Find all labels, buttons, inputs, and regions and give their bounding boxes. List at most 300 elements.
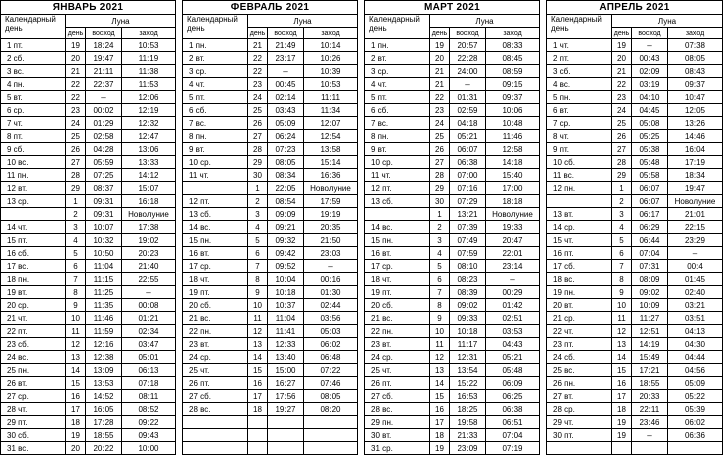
moon-day-cell: 26 [248, 117, 268, 130]
moonset-cell: 05:03 [304, 325, 358, 338]
moonset-cell [304, 442, 358, 455]
moon-day-cell: 18 [248, 403, 268, 416]
date-cell [183, 429, 248, 442]
date-cell: 11 пн. [1, 169, 66, 182]
moonrise-cell: 05:25 [632, 130, 668, 143]
table-row [183, 442, 358, 455]
moonrise-cell: 08:34 [268, 169, 304, 182]
moonrise-cell: 19:58 [450, 416, 486, 429]
moonset-cell [668, 442, 723, 455]
moon-day-cell: 20 [612, 52, 632, 65]
moonrise-cell: 09:21 [268, 221, 304, 234]
moonset-cell: 10:48 [486, 117, 540, 130]
table-row [547, 312, 723, 325]
table-row [547, 403, 723, 416]
date-cell: 21 вс. [183, 312, 248, 325]
date-cell: 19 пн. [547, 286, 612, 299]
moon-day-cell [612, 442, 632, 455]
date-cell: 14 вс. [365, 221, 430, 234]
date-cell: 25 чт. [183, 364, 248, 377]
table-row [365, 273, 540, 286]
table-row [183, 221, 358, 234]
moon-day-cell: 7 [248, 260, 268, 273]
date-cell: 4 пн. [1, 78, 66, 91]
moonset-cell: 14:12 [122, 169, 176, 182]
moonrise-cell: 08:37 [86, 182, 122, 195]
moonrise-cell: 13:09 [86, 364, 122, 377]
moonset-cell: 12:47 [122, 130, 176, 143]
table-row [183, 273, 358, 286]
moonrise-cell: 06:07 [632, 195, 668, 208]
table-row [183, 390, 358, 403]
date-cell: 26 пн. [547, 377, 612, 390]
moon-day-cell: 23 [248, 78, 268, 91]
moonrise-cell: 05:08 [632, 117, 668, 130]
table-row [365, 299, 540, 312]
calendar-day-header-line1: Календарный [5, 15, 56, 24]
moonrise-cell: 17:56 [268, 390, 304, 403]
moon-day-cell: 14 [612, 351, 632, 364]
date-cell: 29 чт. [547, 416, 612, 429]
moon-day-cell: 26 [612, 130, 632, 143]
moon-day-cell: 28 [612, 156, 632, 169]
moon-day-cell: 14 [66, 364, 86, 377]
moonset-cell: 04:13 [668, 325, 723, 338]
date-cell [547, 442, 612, 455]
moon-day-cell: 3 [248, 208, 268, 221]
moonrise-cell: 16:53 [450, 390, 486, 403]
moon-table [546, 0, 723, 455]
moon-day-cell: 4 [430, 247, 450, 260]
moonset-cell: 07:22 [304, 364, 358, 377]
moon-day-cell: 17 [612, 390, 632, 403]
moon-day-cell: 8 [612, 273, 632, 286]
moon-day-cell: 10 [430, 325, 450, 338]
moonset-cell: 06:02 [304, 338, 358, 351]
moonrise-cell: 11:04 [86, 260, 122, 273]
moonrise-cell: 21:33 [450, 429, 486, 442]
moon-day-cell: 21 [430, 65, 450, 78]
moonrise-cell: 15:49 [632, 351, 668, 364]
moonrise-cell: 11:17 [450, 338, 486, 351]
table-row [547, 91, 723, 104]
moon-day-cell: 5 [430, 260, 450, 273]
moonrise-cell: 21:11 [86, 65, 122, 78]
table-row [547, 78, 723, 91]
date-cell: 16 вт. [365, 247, 430, 260]
moonset-cell: 11:11 [304, 91, 358, 104]
moonrise-cell: 17:28 [86, 416, 122, 429]
date-cell: 20 вт. [547, 299, 612, 312]
moon-day-cell: 22 [248, 52, 268, 65]
table-row [1, 104, 176, 117]
moonrise-cell: 10:18 [450, 325, 486, 338]
table-row [183, 169, 358, 182]
month-title: ЯНВАРЬ 2021 [1, 1, 176, 15]
moon-day-cell: 26 [430, 143, 450, 156]
moonrise-cell: – [450, 78, 486, 91]
moonrise-cell: 08:54 [268, 195, 304, 208]
calendar-day-header [547, 15, 612, 39]
table-row [183, 260, 358, 273]
date-cell: 8 пн. [365, 130, 430, 143]
moonrise-cell: 10:04 [268, 273, 304, 286]
date-cell: 5 пт. [183, 91, 248, 104]
calendar-day-header [365, 15, 430, 39]
moon-day-cell: 24 [612, 104, 632, 117]
date-cell: 10 ср. [365, 156, 430, 169]
moon-day-cell: 10 [612, 299, 632, 312]
date-cell: 27 вт. [547, 390, 612, 403]
moonrise-cell: 05:48 [632, 156, 668, 169]
moon-day-cell: 7 [66, 273, 86, 286]
moonset-cell: 20:23 [122, 247, 176, 260]
moonset-cell: 08:05 [668, 52, 723, 65]
date-cell: 16 сб. [1, 247, 66, 260]
moon-day-cell: 19 [430, 39, 450, 52]
date-cell: 15 пн. [365, 234, 430, 247]
moonset-cell: 09:37 [486, 91, 540, 104]
table-row [183, 130, 358, 143]
table-row [547, 338, 723, 351]
moon-day-cell: 18 [430, 429, 450, 442]
calendar-day-header-line1: Календарный [187, 15, 238, 24]
moonset-cell: 21:01 [668, 208, 723, 221]
moon-day-cell: 19 [612, 429, 632, 442]
table-row [1, 364, 176, 377]
moonset-header: заход [304, 28, 358, 39]
moon-day-cell: 28 [66, 169, 86, 182]
moonrise-cell: 06:07 [450, 143, 486, 156]
moon-day-cell: 19 [612, 416, 632, 429]
date-cell: 5 пн. [547, 91, 612, 104]
moon-day-cell: 12 [248, 325, 268, 338]
table-row [1, 195, 176, 208]
moon-day-header: день [430, 28, 450, 39]
moonset-cell: 11:19 [122, 52, 176, 65]
date-cell: 12 пт. [183, 195, 248, 208]
calendar-day-header [183, 15, 248, 39]
moon-day-cell: 19 [66, 429, 86, 442]
moon-day-cell: 15 [430, 390, 450, 403]
moonset-cell: 08:52 [122, 403, 176, 416]
moon-day-cell: 14 [430, 377, 450, 390]
moonrise-cell: 02:14 [268, 91, 304, 104]
moon-day-cell: 13 [248, 338, 268, 351]
moonset-cell: 22:55 [122, 273, 176, 286]
table-row [365, 39, 540, 52]
moonset-cell: 10:53 [304, 78, 358, 91]
moonrise-cell: 04:10 [632, 91, 668, 104]
table-row [1, 91, 176, 104]
table-row [365, 338, 540, 351]
moonrise-cell: 08:39 [450, 286, 486, 299]
moonset-cell: 09:22 [122, 416, 176, 429]
moon-day-cell: 19 [612, 39, 632, 52]
moonrise-cell: 22:37 [86, 78, 122, 91]
moonset-cell: 08:05 [304, 390, 358, 403]
moon-day-cell [248, 429, 268, 442]
moon-day-cell: 3 [66, 221, 86, 234]
moon-day-header: день [612, 28, 632, 39]
moonrise-cell: 05:58 [632, 169, 668, 182]
table-row [365, 247, 540, 260]
date-cell [183, 442, 248, 455]
moonrise-cell: 07:23 [268, 143, 304, 156]
moonset-cell: 18:18 [486, 195, 540, 208]
moonset-cell: 16:36 [304, 169, 358, 182]
moonset-header: заход [122, 28, 176, 39]
moon-day-cell: 6 [248, 247, 268, 260]
table-row [365, 104, 540, 117]
date-cell: 19 вт. [1, 286, 66, 299]
date-cell: 30 пт. [547, 429, 612, 442]
moon-day-cell: 3 [430, 234, 450, 247]
moonset-cell: 05:22 [668, 390, 723, 403]
moonrise-cell: 18:55 [632, 377, 668, 390]
date-cell: 21 ср. [547, 312, 612, 325]
moonset-cell: 17:19 [668, 156, 723, 169]
table-row [183, 39, 358, 52]
date-cell: 3 сб. [547, 65, 612, 78]
table-row [547, 169, 723, 182]
moonset-cell: 10:26 [304, 52, 358, 65]
date-cell: 21 вс. [365, 312, 430, 325]
moon-day-cell: 26 [66, 143, 86, 156]
moonrise-cell: 19:47 [86, 52, 122, 65]
date-cell: 27 сб. [183, 390, 248, 403]
month-title: АПРЕЛЬ 2021 [547, 1, 723, 15]
table-row [1, 143, 176, 156]
table-row [547, 429, 723, 442]
moonset-cell: 14:46 [668, 130, 723, 143]
moonrise-cell: 18:24 [86, 39, 122, 52]
table-row [183, 208, 358, 221]
date-cell: 3 ср. [183, 65, 248, 78]
table-row [183, 65, 358, 78]
moonset-cell: 05:21 [486, 351, 540, 364]
moonrise-cell: 11:27 [632, 312, 668, 325]
moon-day-cell: 11 [66, 325, 86, 338]
moonset-cell: 12:07 [304, 117, 358, 130]
moon-day-cell: 1 [430, 208, 450, 221]
moon-day-cell: 9 [612, 286, 632, 299]
date-cell: 11 чт. [365, 169, 430, 182]
date-cell: 4 чт. [365, 78, 430, 91]
date-cell: 29 пт. [1, 416, 66, 429]
moon-day-cell: 20 [430, 52, 450, 65]
moonset-cell: 20:47 [486, 234, 540, 247]
moon-header: Луна [430, 15, 540, 28]
table-row [547, 260, 723, 273]
date-cell: 17 сб. [547, 260, 612, 273]
moon-day-cell: 5 [248, 234, 268, 247]
date-cell: 23 вт. [365, 338, 430, 351]
moonset-cell: 11:34 [304, 104, 358, 117]
moon-day-cell: 10 [66, 312, 86, 325]
moon-day-cell: 22 [66, 78, 86, 91]
table-row [1, 208, 176, 221]
table-row [365, 286, 540, 299]
moonset-cell: 21:50 [304, 234, 358, 247]
moonset-cell: 13:33 [122, 156, 176, 169]
moonset-cell: 12:19 [122, 104, 176, 117]
moonrise-cell: 03:43 [268, 104, 304, 117]
moonset-cell: Новолуние [486, 208, 540, 221]
date-cell: 5 вт. [1, 91, 66, 104]
moon-day-cell: 25 [248, 104, 268, 117]
table-row [365, 169, 540, 182]
calendar-day-header-line1: Календарный [369, 15, 420, 24]
moonrise-cell: 15:00 [268, 364, 304, 377]
date-cell: 13 ср. [1, 195, 66, 208]
month-table-april [546, 0, 723, 440]
moon-day-cell: 21 [66, 65, 86, 78]
date-cell: 31 ср. [365, 442, 430, 455]
moonset-cell: 21:40 [122, 260, 176, 273]
moonset-cell: 02:44 [304, 299, 358, 312]
moon-day-cell: 28 [430, 169, 450, 182]
moon-day-cell: 27 [66, 156, 86, 169]
moonrise-cell: 05:59 [86, 156, 122, 169]
date-cell: 25 чт. [365, 364, 430, 377]
date-cell: 25 вс. [547, 364, 612, 377]
moonset-cell: 13:26 [668, 117, 723, 130]
moonrise-header: восход [632, 28, 668, 39]
moon-day-cell: 4 [248, 221, 268, 234]
moon-day-cell: 2 [612, 195, 632, 208]
moonrise-cell: 07:00 [450, 169, 486, 182]
table-row [1, 260, 176, 273]
table-row [365, 377, 540, 390]
table-row [365, 91, 540, 104]
table-row [1, 78, 176, 91]
moon-day-cell: 21 [248, 39, 268, 52]
moonset-cell: 02:40 [668, 286, 723, 299]
moonset-cell: 08:45 [486, 52, 540, 65]
moonrise-cell: 08:23 [450, 273, 486, 286]
moon-day-cell: 4 [612, 221, 632, 234]
moonrise-cell: 24:00 [450, 65, 486, 78]
moonrise-cell: 06:38 [450, 156, 486, 169]
table-row [365, 312, 540, 325]
moonrise-cell: 07:25 [86, 169, 122, 182]
moon-day-cell: 15 [248, 364, 268, 377]
moonset-cell: 13:58 [304, 143, 358, 156]
moonset-cell: 23:29 [668, 234, 723, 247]
date-cell: 24 вс. [1, 351, 66, 364]
moonrise-cell: 10:37 [268, 299, 304, 312]
moonrise-cell: 13:21 [450, 208, 486, 221]
moon-header: Луна [612, 15, 723, 28]
moon-day-cell: 20 [66, 442, 86, 455]
moon-day-cell: 3 [612, 208, 632, 221]
moonset-cell: 11:46 [486, 130, 540, 143]
table-row [365, 208, 540, 221]
table-row [547, 117, 723, 130]
table-row [547, 299, 723, 312]
moonrise-cell: 12:31 [450, 351, 486, 364]
moonset-cell: 23:03 [304, 247, 358, 260]
table-row [1, 130, 176, 143]
date-cell: 6 ср. [1, 104, 66, 117]
date-cell: 22 пт. [1, 325, 66, 338]
moonset-cell: 11:38 [122, 65, 176, 78]
moonset-cell: 06:36 [668, 429, 723, 442]
date-cell: 17 вс. [1, 260, 66, 273]
table-row [365, 130, 540, 143]
date-cell: 24 ср. [365, 351, 430, 364]
table-row [183, 286, 358, 299]
moonset-cell: 17:38 [122, 221, 176, 234]
table-row [547, 65, 723, 78]
moonrise-cell: 02:59 [450, 104, 486, 117]
date-cell [1, 208, 66, 221]
moonrise-cell: 16:05 [86, 403, 122, 416]
moonset-cell: 07:19 [486, 442, 540, 455]
table-row [365, 143, 540, 156]
table-row [183, 364, 358, 377]
calendar-day-header-line2: день [369, 24, 387, 33]
table-row [365, 52, 540, 65]
table-row [1, 182, 176, 195]
moon-day-cell: 27 [612, 143, 632, 156]
moonrise-cell: 09:09 [268, 208, 304, 221]
moon-day-cell: 13 [66, 351, 86, 364]
moonset-header: заход [668, 28, 723, 39]
moonset-cell: 05:48 [486, 364, 540, 377]
moonset-cell: 12:54 [304, 130, 358, 143]
moon-day-cell: 7 [430, 286, 450, 299]
moon-day-cell: 12 [430, 351, 450, 364]
date-cell: 8 чт. [547, 130, 612, 143]
date-cell: 12 пт. [365, 182, 430, 195]
date-cell: 18 вс. [547, 273, 612, 286]
table-row [365, 182, 540, 195]
moon-day-cell: 11 [430, 338, 450, 351]
moonrise-cell: 06:17 [632, 208, 668, 221]
moon-day-cell: 22 [430, 91, 450, 104]
moonrise-cell: 06:29 [632, 221, 668, 234]
moonrise-cell: 07:04 [632, 247, 668, 260]
table-row [183, 104, 358, 117]
table-row [1, 338, 176, 351]
moonrise-cell: 18:55 [86, 429, 122, 442]
moonrise-cell: 17:21 [632, 364, 668, 377]
date-cell: 21 чт. [1, 312, 66, 325]
date-cell: 12 вт. [1, 182, 66, 195]
moonset-cell: 17:59 [304, 195, 358, 208]
moonset-cell: Новолуние [668, 195, 723, 208]
moon-day-cell: 22 [66, 91, 86, 104]
moonset-cell: 19:19 [304, 208, 358, 221]
moon-day-cell: 11 [612, 312, 632, 325]
moonset-cell: 12:05 [668, 104, 723, 117]
moonset-cell: 18:34 [668, 169, 723, 182]
date-cell: 6 вт. [547, 104, 612, 117]
moonrise-cell: 09:42 [268, 247, 304, 260]
table-row [547, 39, 723, 52]
date-cell: 26 пт. [183, 377, 248, 390]
moonset-cell: 08:59 [486, 65, 540, 78]
moonrise-cell: 19:27 [268, 403, 304, 416]
table-row [183, 377, 358, 390]
date-cell: 4 вс. [547, 78, 612, 91]
date-cell: 22 пн. [365, 325, 430, 338]
moon-day-cell: 5 [66, 247, 86, 260]
moonrise-cell: 07:49 [450, 234, 486, 247]
date-cell: 9 вт. [365, 143, 430, 156]
